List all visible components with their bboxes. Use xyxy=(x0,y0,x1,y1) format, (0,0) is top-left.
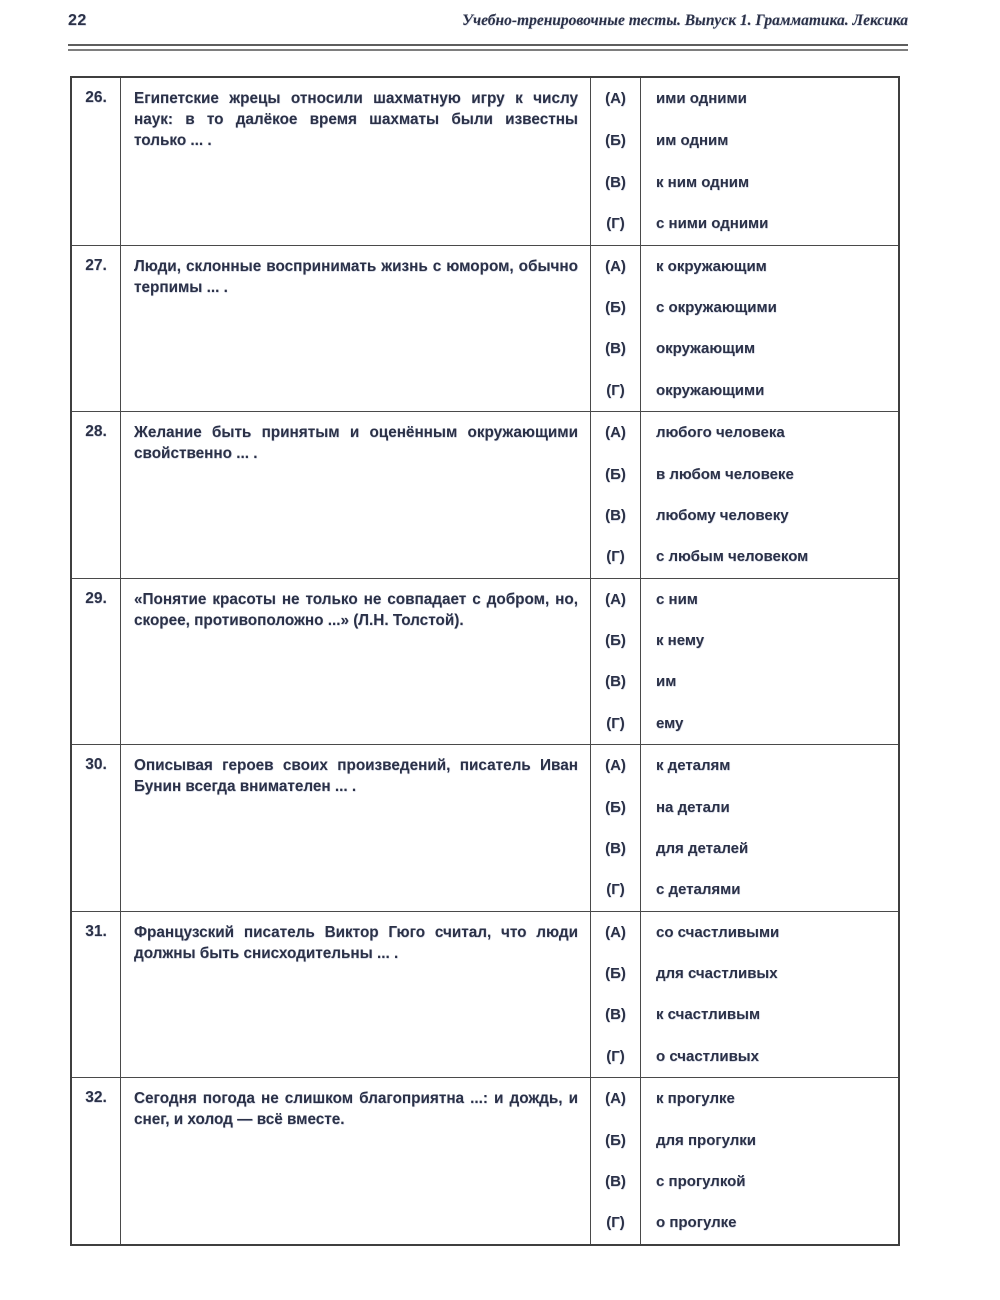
option-text: с ними одними xyxy=(656,215,769,233)
question-text: Описывая героев своих произведений, писатель Иван Бунин всегда внимателен ... . xyxy=(120,745,590,911)
option-letter: (В) xyxy=(605,340,626,358)
option-letter: (Б) xyxy=(605,632,626,650)
option-letter: (Б) xyxy=(605,798,626,816)
option-text: им xyxy=(656,673,677,691)
option-text: с ним xyxy=(656,590,698,608)
option-text-column xyxy=(640,579,898,745)
question-text: Люди, склонные воспринимать жизнь с юмором, обычно терпимы ... . xyxy=(120,246,590,412)
option-text: к счастливым xyxy=(656,1006,761,1024)
option-text: ему xyxy=(656,714,684,732)
option-text: о счастливых xyxy=(656,1047,759,1065)
option-text: для прогулки xyxy=(656,1131,757,1149)
option-letter: (Г) xyxy=(606,881,625,899)
question-number: 31. xyxy=(85,922,107,940)
question-row xyxy=(72,411,898,578)
option-letter: (А) xyxy=(605,90,626,108)
question-number: 28. xyxy=(85,423,107,440)
option-letter-column xyxy=(590,745,640,911)
running-title: Учебно-тренировочные тесты. Выпуск 1. Грамматика. Лексика xyxy=(462,12,908,29)
option-text: окружающими xyxy=(656,381,765,399)
option-letter: (Г) xyxy=(606,381,625,399)
option-letter: (А) xyxy=(605,1090,626,1108)
question-row xyxy=(72,78,898,245)
question-row xyxy=(72,245,898,412)
question-number: 26. xyxy=(85,89,107,106)
question-text: «Понятие красоты не только не совпадает с добром, но, скорее, противоположно ...» (Л.Н. Толстой). xyxy=(120,579,590,745)
option-text: для деталей xyxy=(656,839,749,857)
option-letter-column xyxy=(590,912,640,1078)
option-letter-column xyxy=(590,579,640,745)
question-number: 29. xyxy=(85,589,107,607)
option-letter: (А) xyxy=(605,424,626,442)
question-row xyxy=(72,1077,898,1244)
option-text: о прогулке xyxy=(656,1214,737,1232)
question-text: Желание быть принятым и оценённым окружающими свойственно ... . xyxy=(120,412,590,578)
option-letter-column xyxy=(590,1078,640,1244)
questions-table xyxy=(70,76,900,1246)
option-letter: (В) xyxy=(605,1006,626,1024)
option-text: с деталями xyxy=(656,881,741,899)
option-text: ими одними xyxy=(656,90,747,108)
option-text: к деталям xyxy=(656,757,731,775)
question-text: Египетские жрецы относили шахматную игру к числу наук: в то далёкое время шахматы были известны только ... . xyxy=(120,78,590,245)
option-text: с прогулкой xyxy=(656,1172,746,1190)
option-letter: (Б) xyxy=(605,1131,626,1149)
option-letter: (В) xyxy=(605,1172,626,1190)
option-letter: (Б) xyxy=(605,965,626,983)
option-letter: (Б) xyxy=(605,131,626,149)
option-letter: (Г) xyxy=(606,1047,625,1065)
option-text-column xyxy=(640,412,898,578)
option-letter: (А) xyxy=(605,923,626,941)
option-text: с любым человеком xyxy=(656,548,809,566)
option-letter: (А) xyxy=(605,257,626,275)
question-number: 27. xyxy=(85,256,107,274)
option-letter: (В) xyxy=(605,173,626,191)
option-letter: (А) xyxy=(605,757,626,775)
option-letter: (В) xyxy=(605,673,626,691)
option-text-column xyxy=(640,78,898,245)
option-text: к окружающим xyxy=(656,257,767,275)
option-text: с окружающими xyxy=(656,299,777,317)
question-text: Сегодня погода не слишком благоприятна ...: и дождь, и снег, и холод — всё вместе. xyxy=(120,1078,590,1244)
option-text-column xyxy=(640,246,898,412)
question-number: 32. xyxy=(85,1089,107,1106)
option-letter-column xyxy=(590,78,640,245)
option-text: им одним xyxy=(656,131,729,149)
option-text: в любом человеке xyxy=(656,465,794,483)
option-text: со счастливыми xyxy=(656,923,780,941)
option-text-column xyxy=(640,912,898,1078)
option-text: любому человеку xyxy=(656,506,789,524)
option-text: для счастливых xyxy=(656,965,778,983)
option-text: окружающим xyxy=(656,340,756,358)
option-letter: (А) xyxy=(605,590,626,608)
option-letter: (Г) xyxy=(606,215,625,233)
option-letter-column xyxy=(590,412,640,578)
option-letter: (Б) xyxy=(605,465,626,483)
page-header xyxy=(68,12,908,30)
question-row xyxy=(72,744,898,911)
option-text: любого человека xyxy=(656,424,785,442)
option-text: к нему xyxy=(656,632,705,650)
option-letter: (Г) xyxy=(606,1214,625,1232)
option-letter: (В) xyxy=(605,839,626,857)
option-text: на детали xyxy=(656,798,730,816)
option-letter: (Г) xyxy=(606,714,625,732)
option-text: к прогулке xyxy=(656,1090,735,1108)
option-letter: (В) xyxy=(605,506,626,524)
option-text-column xyxy=(640,745,898,911)
option-letter: (Б) xyxy=(605,299,626,317)
question-number: 30. xyxy=(85,756,107,773)
question-row xyxy=(72,911,898,1078)
option-text-column xyxy=(640,1078,898,1244)
question-text: Французский писатель Виктор Гюго считал, что люди должны быть снисходительны ... . xyxy=(120,912,590,1078)
header-divider xyxy=(68,44,908,51)
option-letter: (Г) xyxy=(606,548,625,566)
option-letter-column xyxy=(590,246,640,412)
option-text: к ним одним xyxy=(656,173,750,191)
question-row xyxy=(72,578,898,745)
page-number: 22 xyxy=(68,12,87,29)
